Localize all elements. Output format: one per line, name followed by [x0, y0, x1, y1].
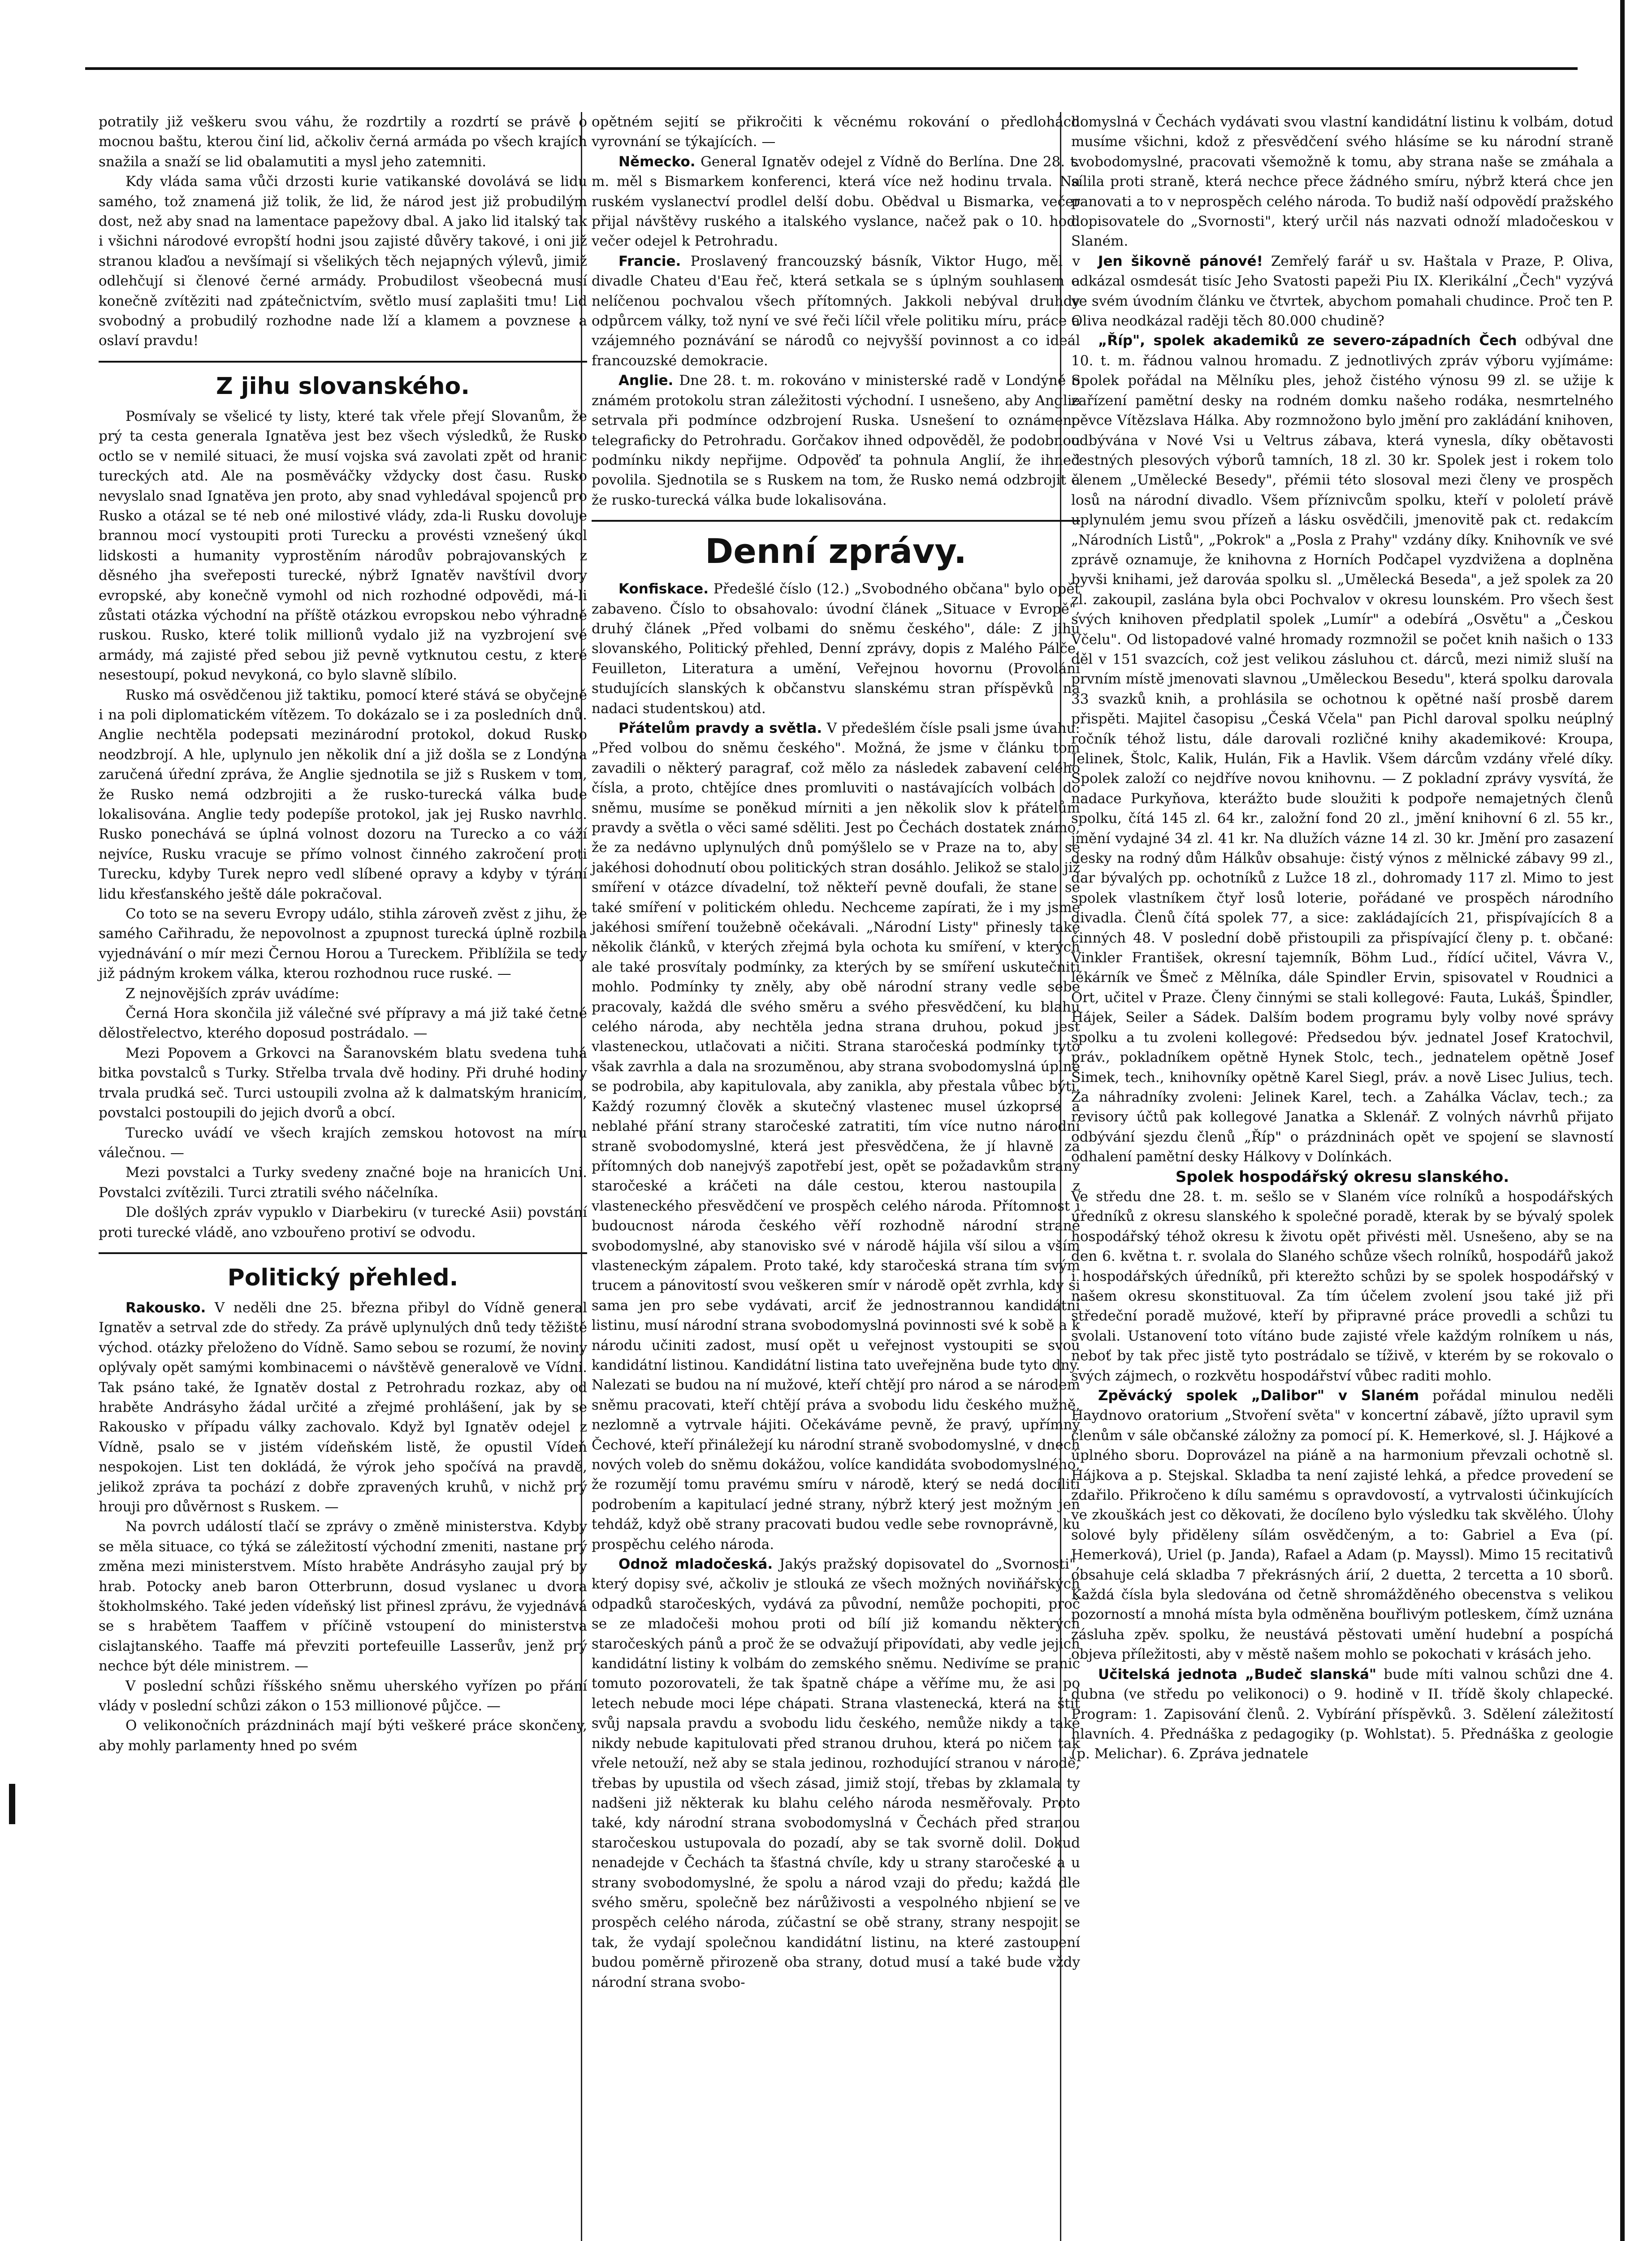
article-text: Mezi Popovem a Grkovci na Šaranovském blatu svedena tuhá bitka povstalců s Turky. Střelba trvala dvě hodiny. Při druhé hodiny trvala prudká seč. Turci ustoupili zvolna až k dalmatským hranicím, povstalci postoupili do jejich dvorů a obcí. [99, 1045, 587, 1121]
article-text [1071, 251, 1613, 331]
article-text [592, 251, 1080, 371]
article-body: V předešlém čísle psali jsme úvahu: „Před volbou do sněmu českého". Možná, že jsme v článku tom zavadili o některý paragraf, což mělo za následek zabavení celého čísla, a proto, chtějíce dnes promluviti o nastávajících volbách do sněmu, musíme se poněkud mírniti a jen několik slov k přátelům pravdy a světla o věci samé sděliti. Jest po Čechách dostatek známo, že za nedávno uplynulých dnů pomýšlelo se v Praze na to, aby se jakéhosi dohodnutí obou politických stran dosáhlo. Jelikož se stalo již smíření v otázce dívadelní, tož někteří pevně doufali, že stane se také smíření v politickém ohledu. Nechceme zapírati, že i my jsme jakéhosi smíření toužebně očekávali. „Národní Listy" přinesly také několik článků, v kterých zřejmá byla ochota ku smíření, v kterých ale také prosvítaly podmínky, za kterých by se smíření uskutečniti mohlo. Podmínky ty zněly, aby obě národní strany vedle sebe pracovaly, každá dle svého směru a svého přesvědčení, ku blahu celého národa, aby nechtěla jedna strana druhou, pokud jest vlasteneckou, utlačovati a ničiti. Strana staročeská podmínky tyto však zavrhla a dala na srozuměnou, aby strana svobodomyslná úplně se podrobila, aby kapitulovala, aby zanikla, aby přestala vůbec býti. Každý rozumný člověk a skutečný vlastenec musel úzkoprsé a neblahé přání strany staročeské zatratiti, tím více nutno národní straně svobodomyslné, která jest přesvědčena, že jí hlavně za přítomných dob nanejvýš zapotřebí jest, opět se požadavkům strany staročeské a kráčeti na dále cestou, kterou nastoupila z vlasteneckého přesvědčení ve prospěch celého národa. Přítomnost i budoucnost národa českého věří rozhodně národní straně svobodomyslné, aby stanovisko své v národě hájila vší silou a vším vlasteneckým zápalem. Proto také, kdy staročeská strana tím svým trucem a pánovitostí svou veškeren smír v národě opět zvrhla, kdy si sama jen pro sebe vydávati, arciť že jednostrannou kandidátní listinu, musí národní strana svobodomyslná povinnosti své k sobě a k národu učiniti zadost, musí opět u veřejnost vystoupiti se svou kandidátní listinou. Kandidátní listina tato uveřejněna bude tyto dny. Nalezati se budou na ní mužové, kteří chtějí pro národ a se národem sněmu pracovati, kteří chtějí práva a svobodu lidu českého mužně, nezlomně a vytrvale hájiti. Očekáváme pevně, že pravý, upřímný Čechové, kteří přináležejí ku národní straně svobodomyslné, v dnech nových voleb do sněmu dokážou, volíce kandidáta svobodomyslného, že rozumějí tomu pravému smíru v národě, který se nedá docíliti podrobením a kapitulací jedné strany, nýbrž který jest možným jen tehdáž, když obě strany pracovati budou vedle sebe rovnoprávně, ku prospěchu celého národa. [592, 720, 1080, 1553]
column-2 [592, 112, 1080, 1992]
article-body: V neděli dne 25. března přibyl do Vídně general Ignatěv a setrval zde do středy. Za právě uplynulých dnů tedy těžiště východ. otázky přeloženo do Vídně. Samo sebou se rozumí, že noviny oplývaly opět samými kombinacemi o návštěvě generalově ve Vídni. Tak psáno také, že Ignatěv dostal z Petrohradu rozkaz, aby od hraběte Andrásyho žádal určité a zřejmé prohlášení, jak by se Rakousko v případu války zachovalo. Když byl Ignatěv odejel z Vídně, psalo se v jistém vídeňském listě, že opustil Vídeň nespokojen. List ten dokládá, že výrok jeho spočívá na pravdě, jelikož zpráva ta pochází z dobře zpravených kruhů, v nichž prý hrouji pro důvěrnost s Ruskem. — [99, 1299, 587, 1515]
article-text: Černá Hora skončila již válečné své přípravy a má již také četné dělostřelectvo, kterého doposud postrádalo. — [99, 1005, 587, 1042]
article-text: Ve středu dne 28. t. m. sešlo se v Slaném více rolníků a hospodářských úředníků z okresu slanského k společné poradě, kterak by se bývalý spolek hospodářský téhož okresu k životu opět přivésti měl. Usnešeno, aby se na den 6. května t. r. svolala do Slaného schůze všech rolníků, hospodářů jakož i hospodářských úředníků, při kterežto schůzi by se spolek hospodářský v našem okresu skonstituoval. Za tím účelem zvolení jsou také již při středeční poradě mužové, kteří by připravné práce provedli a schůzi tu svolali. Ustanovení toto vítáno bude zajisté vřele každým rolníkem u nás, neboť by tak přec jistě tyto postrádalo se tíživě, v kterém by se rokovalo o svých zájmech, o rozkvětu hospodářství vůbec raditi mohlo. [1071, 1188, 1613, 1384]
article-body: Proslavený francouzský básník, Viktor Hugo, měl v divadle Chateu d'Eau řeč, která setkala se s úplným souhlasem a nelíčenou pochvalou všech přítomných. Jakkoli nebýval druhdy odpůrcem války, tož nyní ve své řeči líčil vřele politiku míru, práce a vzájemného poznávání se národů co nejvyšší povinnost a co ideál francouzské demokracie. [592, 253, 1080, 369]
article-text [1071, 1665, 1613, 1764]
lead-word: Odnož mladočeská. [618, 1556, 773, 1573]
article-text: Turecko uvádí ve všech krajích zemskou hotovost na míru válečnou. — [99, 1125, 587, 1161]
column-1 [99, 112, 587, 1756]
lead-word: Přátelům pravdy a světla. [618, 720, 822, 736]
article-text [99, 1298, 587, 1517]
article-text: Dle došlých zpráv vypuklo v Diarbekiru (v turecké Asii) povstání proti turecké vládě, ano vzbouřeno protiví se odvodu. [99, 1204, 587, 1241]
lead-word: Jen šikovně pánové! [1098, 253, 1263, 269]
article-text: Posmívaly se všelicé ty listy, které tak vřele přejí Slovanům, že prý ta cesta generala Ignatěva jest bez všech výsledků, že Rusko octlo se v nemilé situaci, že musí vojska svá zavolati zpět od hranic tureckých atd. Ale na posměváčky vždycky dost času. Rusko nevyslalo snad Ignatěva jen proto, aby snad vyhledával spojenců pro Rusko a otázal se té neb oné milostivé vlády, zda-li Rusku dovoluje brannou mocí vystoupiti proti Turecku a provésti vznešený úkol lidskosti a humanity vyprostěním národův pobrajovanských z děsného jha sveřeposti turecké, nýbrž Ignatěv navštívil dvory evropské, aby konečně vymohl od nich rozhodné odpovědi, má-li zůstati otázka východní na příště otázkou evropskou nebo výhradně ruskou. Rusko, které tolik millionů vydalo již na vyzbrojení své armády, má zajisté před sebou již pevně vytknutou cestu, z které nesestoupí, pokud nevykoná, co bylo slavně slíbilo. [99, 408, 587, 684]
article-body: Dne 28. t. m. rokováno v ministerské radě v Londýně o známém protokolu stran záležitosti východní. I usnešeno, aby Anglie setrvala při podmínce odzbrojení Ruska. Usnešení to oznámeno telegraficky do Petrohradu. Gorčakov ihned odpověděl, že podobnou podmínku nikdy nepřijme. Odpověď ta pohnula Anglií, že ihned povolila. Sjednotila se s Ruskem na tom, že Rusko nemá odzbrojit a že rusko-turecká válka bude lokalisována. [592, 372, 1080, 508]
article-text: O velikonočních prázdninách mají býti veškeré práce skončeny, aby mohly parlamenty hned po svém [99, 1718, 587, 1754]
article-text [592, 152, 1080, 251]
lead-word: Rakousko. [125, 1299, 206, 1316]
lead-word: Německo. [618, 153, 696, 170]
lead-word: „Říp", spolek akademiků ze severo-západních Čech [1098, 333, 1517, 349]
article-body: Zemřelý farář u sv. Haštala v Praze, P. Oliva, odkázal osmdesát tisíc Jeho Svatosti papeži Piu IX. Klerikální „Čech" vyzývá ve svém úvodním článku ve čtvrtek, abychom pomahali chudince. Proč ten P. Oliva neodkázal raději těch 80.000 chudině? [1071, 253, 1614, 329]
top-border-rule [85, 67, 1578, 70]
lead-word: Anglie. [618, 372, 674, 389]
article-text [592, 371, 1080, 510]
article-text: V poslední schůzi říšského sněmu uherského vyřízen po přání vlády v poslední schůzi zákon o 153 millionové půjčce. — [99, 1678, 587, 1714]
left-edge-mark [9, 1784, 15, 1824]
section-divider [99, 361, 587, 363]
section-divider [99, 1252, 587, 1254]
article-text [1071, 331, 1613, 1167]
section-heading-south-slavic: Z jihu slovanského. [216, 372, 470, 400]
article-text: Z nejnovějších zpráv uvádíme: [125, 985, 340, 1002]
article-body: odbýval dne 10. t. m. řádnou valnou hromadu. Z jednotlivých zpráv výboru vyjímáme: Spolek pořádal na Mělníku ples, jehož čistého výnosu 99 zl. se užije k zařízení pamětní desky na rodném domku našeho rodáka, nesmrtelného pěvce Vítězslava Hálka. Aby rozmnožono bylo jmění pro zakládání knihoven, odbývána v Nové Vsi u Veltrus zábava, která vynesla, díky obětavosti čestných plesových výborů tamních, 18 zl. 30 kr. Spolek jest i rokem tolo členem „Umělecké Besedy", přémii této slosoval mezi členy ve prospěch losů na národní divadlo. Všem příznivcům spolku, kteří v pololetí právě uplynulém jemu svou přízeň a lásku osvědčili, jmenovitě pak ct. redakcím „Národních Listů", „Pokrok" a „Posla z Prahy" vzdány díky. Knihovník ve své zprávě oznamuje, že knihovna z Horních Podčapel vyzdvižena a doplněna byvši knihami, jež darováa spolku sl. „Umělecká Beseda", a jež spolek za 20 zl. zakoupil, zaslána byla obci Pochvalov v okresu lounském. Pro všech šest svých knihoven předplatil spolek „Lumír" a odebírá „Osvětu" a „Českou Včelu". Od listopadové valné hromady rozmnožil se počet knih našich o 133 děl v 151 svazcích, což jest velikou zásluhou ct. dárců, mezi nimiž sluší na prvním místě jmenovati slavnou „Uměleckou Besedu", která spolku darovala 33 svazků knih, a prohlásila se ochotnou k opětné naší prosbě darem přispěti. Majitel časopisu „Česká Včela" pan Pichl daroval spolku neúplný ročník téhož listu, dále darovali rozličné knihy akademikové: Kroupa, Jelinek, Štolc, Kalik, Hulán, Fik a Havlik. Všem dárcům vzdány vřelé díky. Spolek založí co nejdříve novou knihovnu. — Z pokladní zprávy vysvítá, že nadace Purkyňova, kterážto bude sloužiti k podpoře nemajetných členů spolku, čítá 145 zl. 64 kr., založní fond 20 zl., jmění knihovní 6 zl. 55 kr., jmění vydajné 34 zl. 41 kr. Na dlužích vázne 14 zl. 30 kr. Jmění pro zasazení desky na rodný dům Hálkův obsahuje: čistý výnos z mělnické zábavy 99 zl., dar bývalých pp. ochotníků z Lužce 18 zl., dohromady 117 zl. Mimo to jest spolek vlastníkem čtyř losů loterie, pořádané ve prospěch národního divadla. Členů čítá spolek 77, a sice: zakládajících 21, přispívajících 8 a činných 48. V poslední době přistoupili za přispívající členy p. t. občané: Vinkler František, okresní tajemník, Böhm Lud., řídící učitel, Vávra V., lékárník ve Šmeč z Mělníka, dále Spindler Ervin, spisovatel v Roudnici a Ort, učitel v Praze. Členy činnými se stali kollegové: Fauta, Lukáš, Špindler, Hájek, Seiler a Sádek. Dalším bodem programu byly volby nové správy spolku a tu zvoleni kollegové: Předsedou býv. jednatel Josef Kratochvil, práv., pokladníkem opětně Hynek Stolc, tech., jednatelem opětně Josef Šimek, tech., knihovníky opětně Karel Siegl, práv. a nově Lisec Julius, tech. Za náhradníky zvoleni: Jelinek Karel, tech. a Zahálka Václav, tech.; za revisory účtů pak kollegové Janatka a Sklenář. Z volných návrhů přijato odbývání sjezdu členů „Říp" o prázdninách opět ve spojení se slavností odhalení pamětní desky Hálkovy v Dolínkách. [1071, 333, 1613, 1165]
lead-word: Konfiskace. [618, 581, 709, 597]
article-text: Co toto se na severu Evropy událo, stihla zároveň zvěst z jihu, že samého Cařihradu, že nepovolnost a zpupnost turecká úplně rozbila vyjednávání o mír mezi Černou Horou a Tureckem. Přiblížila se tedy již pádným krokem válka, kterou rozhodnou ruce ruské. — [99, 906, 587, 982]
lead-word: Zpěvácký spolek „Dalibor" v Slaném [1098, 1388, 1419, 1404]
section-divider [592, 520, 1080, 522]
column-3 [1071, 112, 1613, 1764]
article-text [1071, 1386, 1613, 1665]
right-page-edge [1620, 0, 1625, 2241]
article-body: Předešlé číslo (12.) „Svobodného občana" bylo opět zabaveno. Číslo to obsahovalo: úvodní článek „Situace v Evropě", druhý článek „Před volbami do sněmu českého", dále: Z jihu slovanského, Politický přehled, Denní zprávy, dopis z Malého Pálče, Feuilleton, Literatura a umění, Veřejnou hovornu (Provolání studujících slanských k občanstvu slanskému stran příspěvků na nadaci studentskou) atd. [592, 581, 1080, 717]
article-body: General Ignatěv odejel z Vídně do Berlína. Dne 28. t. m. měl s Bismarkem konferenci, která více než hodinu trvala. Na ruském vyslanectví prodlel delší dobu. Obědval u Bismarka, večer přijal návštěvy ruského a italského vyslance, načež pak o 10. hod. večer odejel k Petrohradu. [592, 153, 1080, 250]
lead-word: Francie. [618, 253, 681, 269]
article-text [592, 718, 1080, 1554]
article-text [592, 579, 1080, 718]
section-heading-daily-news: Denní zprávy. [705, 531, 967, 571]
article-text: domyslná v Čechách vydávati svou vlastní kandidátní listinu k volbám, dotud musíme všichni, kdož z přesvědčení svého hlásíme se ku národní straně svobodomyslné, pracovati všemožně k tomu, aby strana naše se zmáhala a sílila proti straně, která nechce přece žádného smíru, nýbrž která chce jen panovati a to v neprospěch celého národa. To budiž naší odpovědí pražského dopisovatele do „Svornosti", který určil nás nazvati odnoží mladočeskou v Slaném. [1071, 114, 1613, 250]
article-body: pořádal minulou neděli Haydnovo oratorium „Stvoření světa" v koncertní zábavě, jížto upravil sym členům v sále občanské záložny za pomocí pí. K. Hemerkové, sl. J. Hájkové a úplného sboru. Doprovázel na piáně a na harmonium převzali ochotně sl. Hájkova a p. Stejskal. Skladba ta není zajisté lehká, a předce provedení se zdařilo. Přikročeno k dílu samému s opravdovostí, a vytrvalosti účinkujících ve zkouškách jest co děkovati, že docíleno bylo výsledku tak skvělého. Úlohy solové byly přiděleny sílám osvědčeným, a to: Gabriel a Eva (pí. Hemerková), Uriel (p. Janda), Rafael a Adam (p. Mayssl). Mimo 15 recitativů obsahuje celá skladba 7 překrásných árií, 2 duetta, 2 tercetta a 10 sborů. Každá čísla byla sledována od četně shromážděného obecenstva s velikou pozorností a mnohá místa byla odměněna bouřlivým potleskem, čímž uznána zásluha zpěv. spolku, že neustává pěstovati umění hudební a pospíchá objeva příležitosti, aby v městě našem mohlo se pokochati v krásách jeho. [1071, 1388, 1613, 1663]
article-text [592, 1554, 1080, 1992]
article-text: Na povrch událostí tlačí se zprávy o změně ministerstva. Kdyby se měla situace, co týká se záležitostí východní zmeniti, nastane prý změna mezi ministerstvem. Místo hraběte Andrásyho zaujal prý by hrab. Potocky aneb baron Otterbrunn, dosud vyslanec u dvora štokholmského. Také jeden vídeňský list přinesl zprávu, že vyjednává se s hrabětem Taaffem v příčině vstoupení do ministerstva cislajtanského. Taaffe má převziti portefeuille Lasserův, jenž prý nechce být déle ministrem. — [99, 1519, 587, 1674]
lead-word: Učitelská jednota „Budeč slanská" [1098, 1666, 1377, 1683]
article-text: Rusko má osvědčenou již taktiku, pomocí které stává se obyčejně i na poli diplomatickém vítězem. To dokázalo se i za posledních dnů. Anglie nechtěla podepsati mezinárodní protokol, dokud Rusko neodzbrojí. A hle, uplynulo jen několik dní a již došla se z Londýna zaručená úřední zpráva, že Anglie sjednotila se již s Ruskem v tom, že Rusko nemá odzbrojiti a že rusko-turecká válka bude lokalisována. Anglie tedy podepíše protokol, jak jej Rusko navrhlo. Rusko ponechává se úplná volnost dozoru na Turecko a co váží nejvíce, Rusku vracuje se přímo volnost činného zakročení proti Turecku, kdyby Turek nepro vedl slíbené opravy a kdyby v týrání lidu křesťanského ještě dále pokračoval. [99, 687, 587, 902]
section-heading-political-review: Politický přehled. [227, 1264, 458, 1291]
article-text: opětném sejití se přikročiti k věcnému rokování o předlohách vyrovnání se týkajících. — [592, 114, 1080, 150]
article-text: potratily již veškeru svou váhu, že rozdrtily a rozdrtí se právě o mocnou baštu, kterou činí lid, ačkoliv černá armáda po všech krajích snažila a snaží se lid obalamutiti a mysl jeho zatemniti. [99, 114, 587, 170]
article-body: Jakýs pražský dopisovatel do „Svornosti", který dopisy své, ačkoliv je stlouká ze všech možných noviňářských odpadků staročeských, vydává za původní, nemůže pochopiti, proč se ze mladočeši mohou proti od bílí již komandu některých staročeských pánů a proč že se odvažují připovídati, aby vedle jejich kandidátní listiny k volbám do zemského sněmu. Nedivíme se pranic tomuto pozorovateli, že tak špatně chápe a věříme mu, že asi po letech nebude moci lépe chápati. Strana vlastenecká, která na štít svůj napsala pravdu a svobodu lidu českého, nemůže nikdy a také nikdy nebude kapitulovati před stranou druhou, která po ničem tak vřele netouží, než aby se stala jedinou, rozhodující stranou v národě, třebas by upustila od všech zásad, jimiž stojí, třebas by zklamala ty nadšeni již některak ku blahu celého národa nesměřovaly. Proto také, kdy národní strana svobodomyslná v Čechách před stranou staročeskou ustupovala do pozadí, aby se tak svorně dolil. Dokud nenadejde v Čechách ta šťastná chvíle, kdy u strany staročeské a u strany svobodomyslné, že spolu a národ vzaji do předu; každá dle svého směru, společně bez nárůživosti a vespolného nbjiení se ve prospěch celého národa, zúčastní se obě strany, strany nespojit se tak, že vydají společnou kandidátní listinu, na které zastoupení budou poměrně přirozeně oba strany, dotud musí a také bude vždy národní strana svobo- [592, 1556, 1080, 1990]
article-text: Mezi povstalci a Turky svedeny značné boje na hranicích Uni. Povstalci zvítězili. Turci ztratili svého náčelníka. [99, 1164, 587, 1201]
article-text: Kdy vláda sama vůči drzosti kurie vatikanské dovolává se lidu samého, tož znamená již tolik, že lid, že národ jest již probudilým dost, než aby snad na lamentace papežovy dbal. A jako lid italský tak i všichni národové evropští hodni jsou zajisté důvěry takové, i oni již stranou klaďou a nevšímají si všelikých těch nejapných výlevů, jimiž odlehčují si členové černé armády. Probudilost všeobecná musí konečně zvítěziti nad zpátečnictvím, světlo musí zaplašiti tmu! Lid svobodný a probudilý rozhodne nade lží a klamem a povznese a oslaví pravdu! [99, 173, 587, 349]
section-heading-farm-society: Spolek hospodářský okresu slanského. [1175, 1168, 1509, 1186]
article-body: bude míti valnou schůzi dne 4. dubna (ve středu po velikonoci) o 9. hodině v II. třídě školy chlapecké. Program: 1. Zapisování členů. 2. Vybírání příspěvků. 3. Sdělení záležitostí hlavních. 4. Přednáška z pedagogiky (p. Wohlstat). 5. Přednáška z geologie (p. Melichar). 6. Zpráva jednatele [1071, 1666, 1613, 1762]
